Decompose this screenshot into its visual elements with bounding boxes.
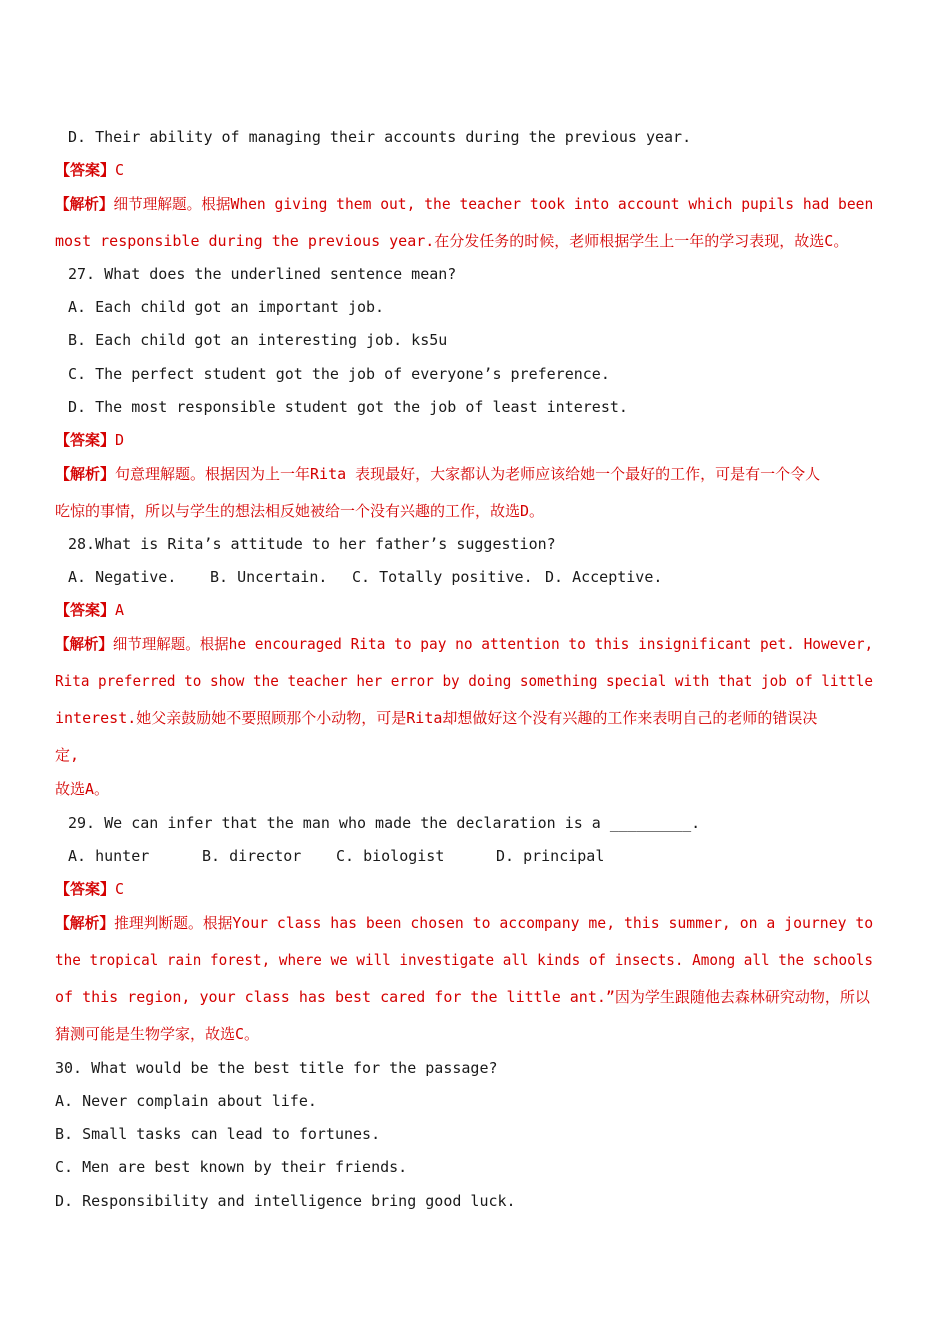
q27-stem: 27. What does the underlined sentence mean?	[68, 265, 457, 283]
q29-answer	[55, 879, 124, 899]
q29-stem: 29. We can infer that the man who made the declaration is a _________.	[68, 814, 701, 832]
answer-tag: 【答案】	[55, 880, 116, 898]
q28-option-b: B. Uncertain.	[210, 568, 328, 586]
q28-analysis-line-5: 故选A。	[55, 780, 110, 798]
q26-analysis-line-1	[55, 194, 873, 214]
q28-option-a: A. Negative.	[68, 568, 177, 586]
analysis-text: 细节理解题。根据he encouraged Rita to pay no attention to this insignificant pet. However,	[112, 635, 874, 653]
analysis-tag: 【解析】	[55, 195, 114, 213]
q28-analysis-line-4: 定,	[55, 746, 80, 764]
q30-stem: 30. What would be the best title for the passage?	[55, 1059, 498, 1077]
q28-analysis-line-1	[55, 634, 873, 654]
analysis-text: 句意理解题。根据因为上一年Rita 表现最好，大家都认为老师应该给她一个最好的工作，可是有一个令人	[115, 465, 821, 483]
analysis-text: 细节理解题。根据When giving them out, the teacher took into account which pupils had been	[113, 195, 874, 213]
analysis-tag: 【解析】	[55, 914, 115, 932]
analysis-tag: 【解析】	[55, 635, 113, 653]
q27-option-c: C. The perfect student got the job of everyone’s preference.	[68, 365, 610, 383]
answer-tag: 【答案】	[55, 161, 116, 179]
q27-answer	[55, 430, 124, 450]
answer-letter: C	[115, 880, 125, 898]
q29-options	[68, 846, 604, 866]
answer-letter: C	[115, 161, 125, 179]
answer-letter: A	[115, 601, 125, 619]
answer-letter: D	[115, 431, 125, 449]
q27-analysis-line-1	[55, 464, 820, 484]
q27-option-a: A. Each child got an important job.	[68, 298, 385, 316]
q30-option-c: C. Men are best known by their friends.	[55, 1158, 408, 1176]
q26-answer	[55, 160, 124, 180]
analysis-text: 推理判断题。根据Your class has been chosen to accompany me, this summer, on a journey to	[114, 914, 874, 932]
q28-option-c: C. Totally positive.	[352, 568, 533, 586]
q27-option-b: B. Each child got an interesting job. ks5u	[68, 331, 448, 349]
q26-analysis-line-2: most responsible during the previous year.在分发任务的时候，老师根据学生上一年的学习表现，故选C。	[55, 232, 849, 250]
q27-analysis-line-2: 吃惊的事情，所以与学生的想法相反她被给一个没有兴趣的工作，故选D。	[55, 502, 545, 520]
q29-analysis-line-1	[55, 913, 873, 933]
q28-analysis-line-3: interest.她父亲鼓励她不要照顾那个小动物，可是Rita却想做好这个没有兴趣的工作来表明自己的老师的错误决	[55, 709, 818, 727]
q29-analysis-line-4: 猜测可能是生物学家，故选C。	[55, 1025, 260, 1043]
q28-analysis-line-2: Rita preferred to show the teacher her error by doing something special with that job of little	[55, 672, 873, 690]
q29-option-b: B. director	[202, 847, 302, 865]
q27-option-d: D. The most responsible student got the job of least interest.	[68, 398, 628, 416]
q29-analysis-line-2: the tropical rain forest, where we will investigate all kinds of insects. Among all the schools	[55, 951, 873, 969]
q30-option-d: D. Responsibility and intelligence bring good luck.	[55, 1192, 516, 1210]
q30-option-a: A. Never complain about life.	[55, 1092, 317, 1110]
q29-analysis-line-3: of this region, your class has best cared for the little ant.”因为学生跟随他去森林研究动物，所以	[55, 988, 870, 1006]
q29-option-d: D. principal	[496, 847, 605, 865]
answer-tag: 【答案】	[55, 431, 116, 449]
answer-tag: 【答案】	[55, 601, 116, 619]
q28-options	[68, 567, 662, 587]
q26-option-d: D. Their ability of managing their accounts during the previous year.	[68, 128, 692, 146]
q28-option-d: D. Acceptive.	[545, 568, 663, 586]
q29-option-c: C. biologist	[336, 847, 445, 865]
q28-stem: 28.What is Rita’s attitude to her father’s suggestion?	[68, 535, 556, 553]
q30-option-b: B. Small tasks can lead to fortunes.	[55, 1125, 381, 1143]
q28-answer	[55, 600, 124, 620]
q29-option-a: A. hunter	[68, 847, 150, 865]
analysis-tag: 【解析】	[55, 465, 116, 483]
